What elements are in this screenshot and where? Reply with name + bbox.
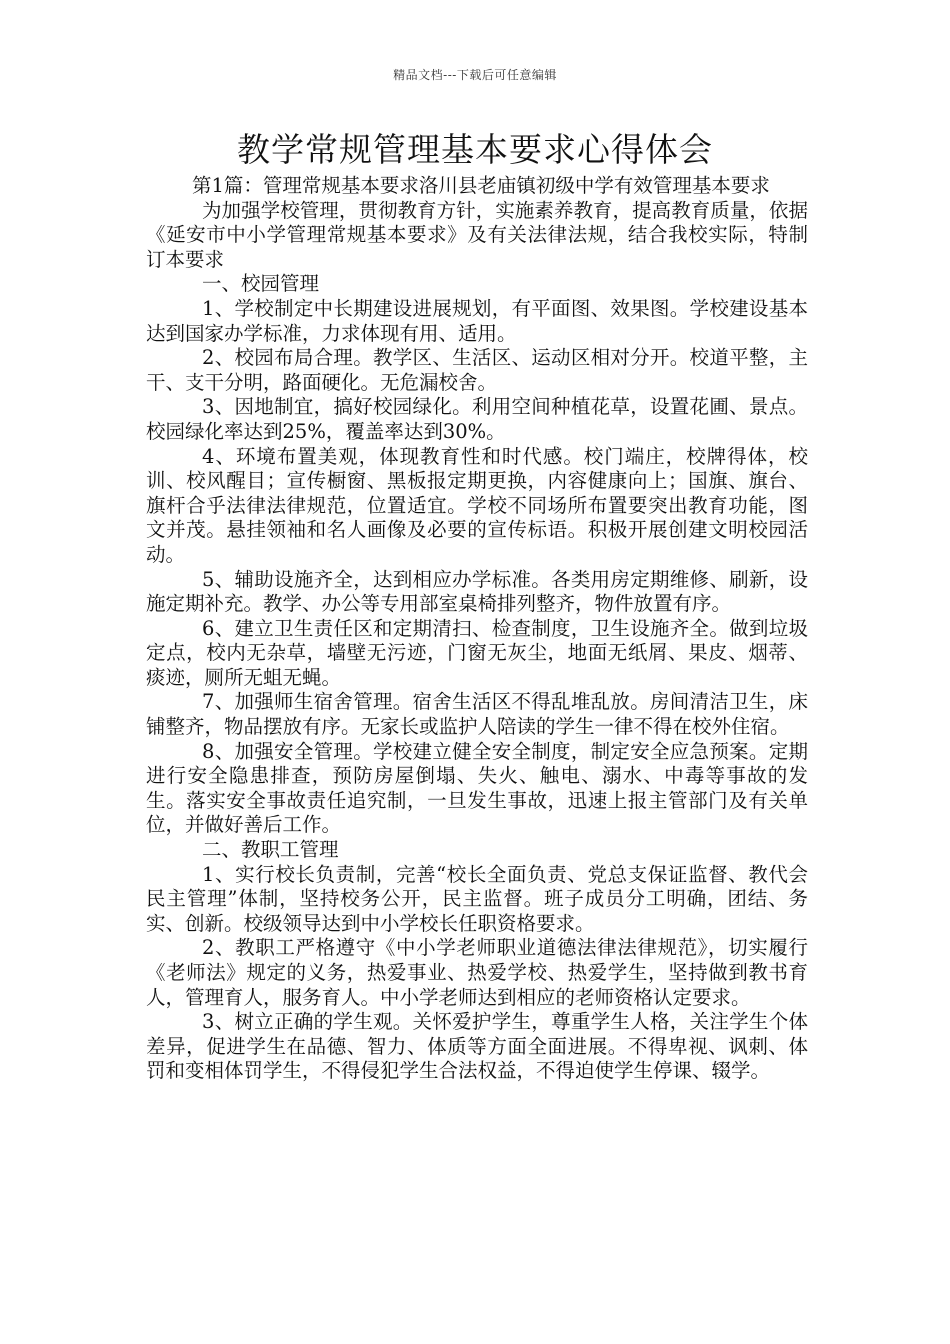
document-title: 教学常规管理基本要求心得体会	[237, 130, 713, 169]
paragraph: 1、实行校长负责制，完善“校长全面负责、党总支保证监督、教代会民主管理”体制，坚持校务公开，民主监督。班子成员分工明确，团结、务实、创新。校级领导达到中小学校长任职资格要求。	[146, 862, 808, 935]
paragraph: 8、加强安全管理。学校建立健全安全制度，制定安全应急预案。定期进行安全隐患排查，预防房屋倒塌、失火、触电、溺水、中毒等事故的发生。落实安全事故责任追究制，一旦发生事故，迅速上报主管部门及有关单位，并做好善后工作。	[146, 739, 808, 837]
header-note: 精品文档---下载后可任意编辑	[393, 68, 557, 82]
paragraph: 4、环境布置美观，体现教育性和时代感。校门端庄，校牌得体，校训、校风醒目；宣传橱窗、黑板报定期更换，内容健康向上；国旗、旗台、旗杆合乎法律法律规范，位置适宜。学校不同场所布置要突出教育功能，图文并茂。悬挂领袖和名人画像及必要的宣传标语。积极开展创建文明校园活动。	[146, 444, 808, 566]
paragraph: 为加强学校管理，贯彻教育方针，实施素养教育，提高教育质量，依据《延安市中小学管理常规基本要求》及有关法律法规，结合我校实际，特制订本要求	[146, 198, 808, 271]
paragraph: 6、建立卫生责任区和定期清扫、检查制度，卫生设施齐全。做到垃圾定点，校内无杂草，墙壁无污迹，门窗无灰尘，地面无纸屑、果皮、烟蒂、痰迹，厕所无蛆无蝇。	[146, 616, 808, 689]
paragraph: 一、校园管理	[202, 272, 320, 296]
paragraph: 2、校园布局合理。教学区、生活区、运动区相对分开。校道平整，主干、支干分明，路面硬化。无危漏校舍。	[146, 346, 808, 394]
document-body	[146, 174, 808, 1084]
paragraph: 7、加强师生宿舍管理。宿舍生活区不得乱堆乱放。房间清洁卫生，床铺整齐，物品摆放有序。无家长或监护人陪读的学生一律不得在校外住宿。	[146, 690, 808, 739]
paragraph: 3、树立正确的学生观。关怀爱护学生，尊重学生人格，关注学生个体差异，促进学生在品德、智力、体质等方面全面进展。不得卑视、讽刺、体罚和变相体罚学生，不得侵犯学生合法权益，不得迫使学生停课、辍学。	[146, 1010, 808, 1083]
paragraph: 5、辅助设施齐全，达到相应办学标准。各类用房定期维修、刷新，设施定期补充。教学、办公等专用部室桌椅排列整齐，物件放置有序。	[146, 567, 808, 616]
paragraph: 3、因地制宜，搞好校园绿化。利用空间种植花草，设置花圃、景点。校园绿化率达到25%，覆盖率达到30%。	[146, 395, 808, 443]
paragraph: 2、教职工严格遵守《中小学老师职业道德法律法律规范》，切实履行《老师法》规定的义务，热爱事业、热爱学校、热爱学生，坚持做到教书育人，管理育人，服务育人。中小学老师达到相应的老师资格认定要求。	[146, 936, 808, 1009]
paragraph: 二、教职工管理	[202, 838, 339, 862]
paragraph: 1、学校制定中长期建设进展规划，有平面图、效果图。学校建设基本达到国家办学标准，力求体现有用、适用。	[146, 296, 808, 345]
paragraph: 第1篇：管理常规基本要求洛川县老庙镇初级中学有效管理基本要求	[192, 174, 770, 197]
